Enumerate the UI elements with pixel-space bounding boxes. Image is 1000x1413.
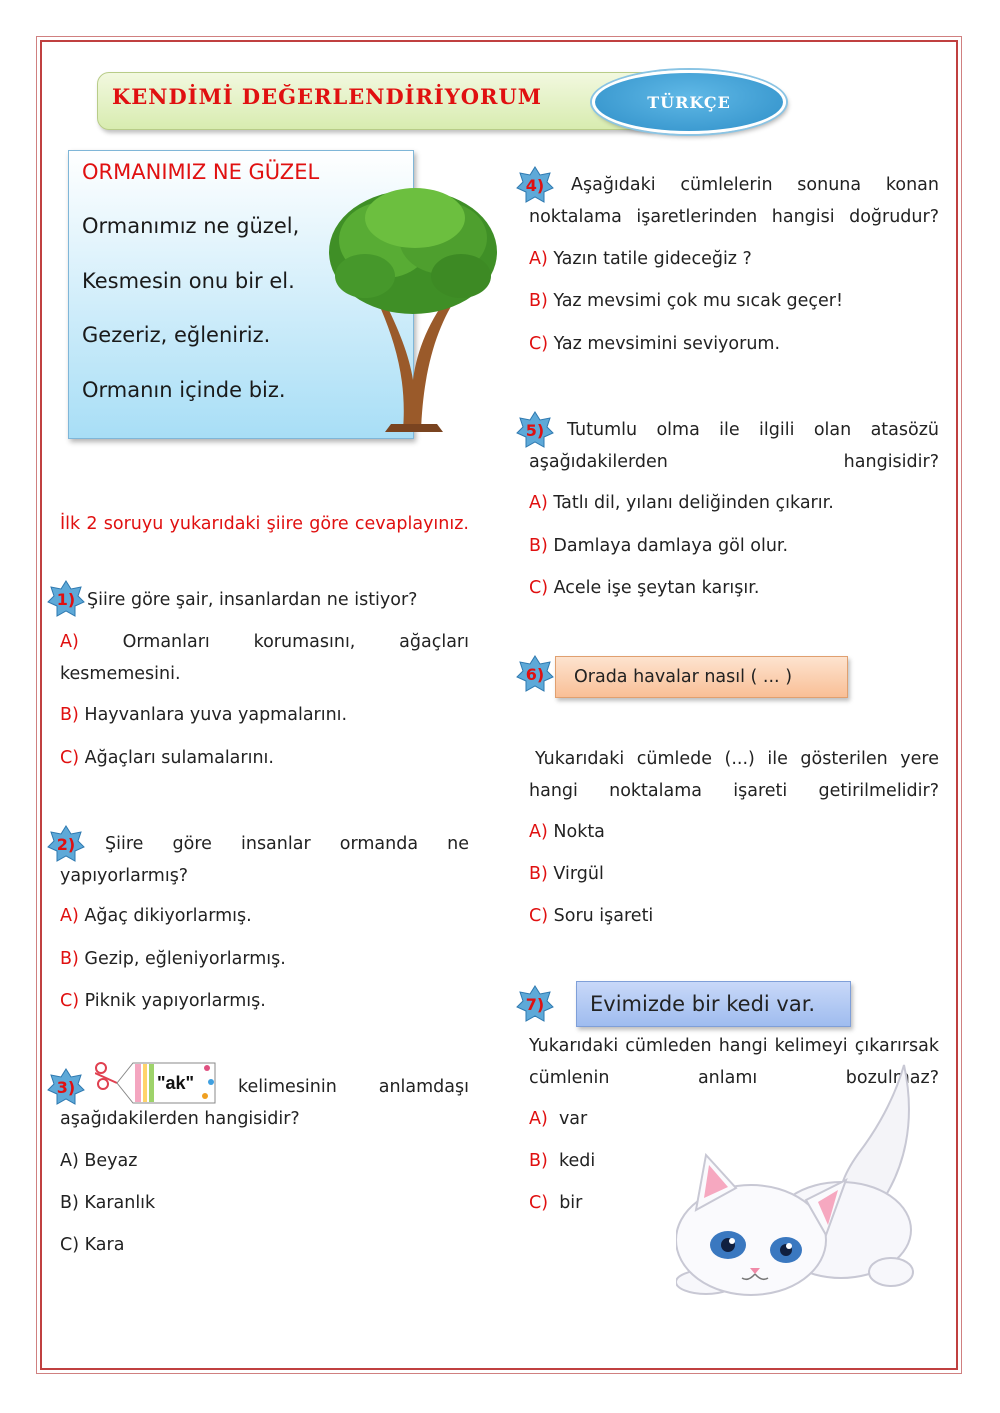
option-text: Ağaç dikiyorlarmış. — [84, 906, 252, 926]
subject-badge — [592, 70, 786, 134]
option-text: Ağaçları sulamalarını. — [84, 748, 274, 768]
option-letter: C) — [60, 748, 80, 768]
option-a[interactable] — [60, 1151, 137, 1171]
option-text: Piknik yapıyorlarmış. — [84, 991, 266, 1011]
question-6-sentence-box — [555, 656, 848, 698]
option-a[interactable] — [529, 1109, 587, 1129]
option-letter: B) — [60, 1193, 79, 1213]
option-text: var — [558, 1109, 588, 1129]
poem-line: Ormanımız ne güzel, — [82, 214, 300, 238]
question-number-star — [47, 580, 85, 618]
option-letter: C) — [60, 991, 80, 1011]
option-a[interactable] — [529, 493, 834, 513]
option-b[interactable] — [529, 291, 843, 311]
option-a[interactable] — [60, 906, 252, 926]
option-text: kedi — [558, 1151, 596, 1171]
option-c[interactable] — [60, 748, 274, 768]
question-3-text-line2: aşağıdakilerden hangisidir? — [60, 1109, 300, 1129]
option-a[interactable] — [60, 626, 469, 690]
question-2-text: Şiire göre insanlar ormanda ne yapıyorlarmış? — [60, 834, 469, 886]
option-letter: B) — [60, 949, 79, 969]
option-c[interactable] — [529, 906, 653, 926]
option-a[interactable] — [529, 249, 752, 269]
cat-illustration — [676, 1060, 916, 1310]
option-letter: C) — [529, 578, 549, 598]
option-letter: B) — [60, 705, 79, 725]
option-letter: C) — [529, 906, 549, 926]
option-letter: A) — [529, 493, 548, 513]
option-letter: A) — [60, 632, 79, 652]
option-letter: B) — [529, 291, 548, 311]
option-letter: C) — [529, 334, 549, 354]
question-7-sentence-box — [576, 981, 851, 1027]
question-number-star — [47, 1068, 85, 1106]
question-3-text: kelimesinin anlamdaşı — [238, 1077, 469, 1097]
option-c[interactable] — [529, 1193, 582, 1213]
option-letter: A) — [60, 906, 79, 926]
question-number: 5) — [525, 420, 545, 440]
option-b[interactable] — [529, 1151, 595, 1171]
option-b[interactable] — [60, 949, 286, 969]
question-number-star — [516, 655, 554, 693]
question-7-text: Yukarıdaki cümleden hangi kelimeyi çıkarırsak cümlenin anlamı bozulmaz? — [529, 1036, 939, 1088]
option-text: Beyaz — [84, 1151, 138, 1171]
option-letter: A) — [529, 822, 548, 842]
tag-word: "ak" — [157, 1073, 195, 1093]
option-text: Karanlık — [84, 1193, 156, 1213]
option-text: Yazın tatile gideceğiz ? — [553, 249, 752, 269]
question-number: 7) — [525, 994, 545, 1014]
option-a[interactable] — [529, 822, 605, 842]
question-5-text: Tutumlu olma ile ilgili olan atasözü aşağıdakilerden hangisidir? — [529, 420, 939, 472]
poem-line: Kesmesin onu bir el. — [82, 269, 295, 293]
option-text: Yaz mevsimini seviyorum. — [553, 334, 781, 354]
option-letter: A) — [529, 249, 548, 269]
option-c[interactable] — [60, 1235, 124, 1255]
option-text: Yaz mevsimi çok mu sıcak geçer! — [553, 291, 844, 311]
question-number: 4) — [525, 175, 545, 195]
option-text: Tatlı dil, yılanı deliğinden çıkarır. — [553, 493, 834, 513]
option-letter: B) — [529, 1151, 548, 1171]
option-b[interactable] — [60, 1193, 155, 1213]
option-letter: B) — [529, 864, 548, 884]
option-b[interactable] — [60, 705, 347, 725]
option-letter: B) — [529, 536, 548, 556]
question-1-text: Şiire göre şair, insanlardan ne istiyor? — [87, 590, 418, 610]
question-6-text: Yukarıdaki cümlede (...) ile gösterilen yere hangi noktalama işareti getirilmelidir? — [529, 749, 939, 801]
option-letter: C) — [60, 1235, 80, 1255]
option-c[interactable] — [60, 991, 266, 1011]
question-number-star — [516, 985, 554, 1023]
poem-title: ORMANIMIZ NE GÜZEL — [82, 160, 320, 184]
instruction-label: İlk 2 soruyu yukarıdaki şiire göre cevaplayınız. — [60, 514, 469, 534]
option-b[interactable] — [529, 536, 788, 556]
question-number: 1) — [56, 589, 76, 609]
option-letter: A) — [529, 1109, 548, 1129]
option-text: Acele işe şeytan karışır. — [553, 578, 760, 598]
subject-label: TÜRKÇE — [647, 92, 731, 112]
option-text: Soru işareti — [553, 906, 654, 926]
poem-line: Ormanın içinde biz. — [82, 378, 286, 402]
page-title: KENDİMİ DEĞERLENDİRİYORUM — [112, 84, 543, 109]
question-number: 6) — [525, 664, 545, 684]
option-c[interactable] — [529, 334, 780, 354]
option-text: bir — [559, 1193, 583, 1213]
sentence-text: Orada havalar nasıl ( ... ) — [574, 667, 793, 687]
option-text: Hayvanlara yuva yapmalarını. — [84, 705, 348, 725]
option-text: Virgül — [553, 864, 604, 884]
option-c[interactable] — [529, 578, 759, 598]
tree-illustration — [325, 180, 500, 442]
sentence-text: Evimizde bir kedi var. — [590, 992, 816, 1016]
instruction-text — [60, 508, 469, 540]
question-number: 2) — [56, 834, 76, 854]
option-letter: A) — [60, 1151, 79, 1171]
option-b[interactable] — [529, 864, 604, 884]
question-4-text: Aşağıdaki cümlelerin sonuna konan noktalama işaretlerinden hangisi doğrudur? — [529, 175, 939, 227]
option-text: Gezip, eğleniyorlarmış. — [84, 949, 286, 969]
poem-line: Gezeriz, eğleniriz. — [82, 323, 271, 347]
question-number: 3) — [56, 1077, 76, 1097]
option-text: Damlaya damlaya göl olur. — [553, 536, 789, 556]
option-letter: C) — [529, 1193, 549, 1213]
option-text: Ormanları korumasını, ağaçları kesmemesini. — [60, 632, 469, 684]
option-text: Kara — [84, 1235, 125, 1255]
option-text: Nokta — [553, 822, 605, 842]
